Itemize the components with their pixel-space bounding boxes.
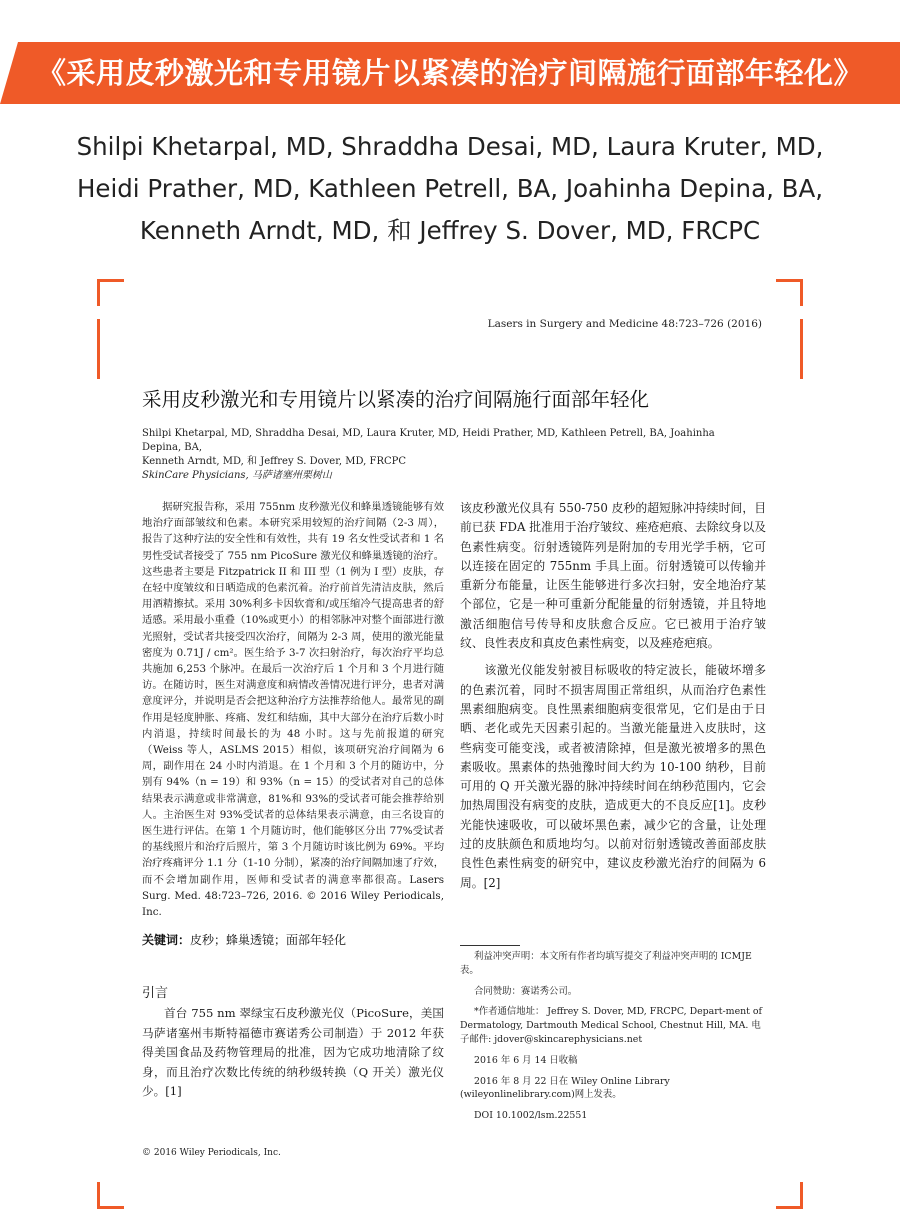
footnote (460, 1005, 766, 1046)
footnote-text: 合同赞助：赛诺秀公司。 (474, 985, 578, 997)
abstract (142, 499, 444, 920)
footnote-text: 利益冲突声明：本文所有作者均填写提交了利益冲突声明的 ICMJE 表。 (460, 951, 752, 976)
banner-title: 《采用皮秒激光和专用镜片以紧凑的治疗间隔施行面部年轻化》 (36, 56, 863, 90)
frame-edge-decoration (800, 319, 803, 379)
body-text: 该激光仪能发射被目标吸收的特定波长，能破坏增多的色素沉着，同时不损害周围正常组织，从而治疗色素性黑素细胞病变。良性黑素细胞病变很常见，它们是由于日晒、老化或先天因素引起的。当激光能量进入皮肤时，这些病变可能变浅，或者被清除掉，但是激光被增多的黑色素吸收。黑素体的热弛豫时间大约为 10-100 纳秒，目前可用的 Q 开关激光器的脉冲持续时间在纳秒范围内，它会加热周围没有病变的皮肤，造成更大的不良反应[1]。皮秒光能快速吸收，可以破坏黑色素，减少它的含量，让处理过的皮肤颜色和质地均匀。以前对衍射透镜改善面部皮肤良性色素性病变的研究中，建议皮秒激光治疗的间隔为 6 周。[2] (460, 663, 766, 890)
paper-authors (142, 427, 752, 483)
journal-citation: Lasers in Surgery and Medicine 48:723–726 (2016) (487, 318, 762, 330)
keywords-text: 皮秒；蜂巢透镜；面部年轻化 (190, 933, 347, 947)
footnote-text: 2016 年 8 月 22 日在 Wiley Online Library (wileyonlinelibrary.com)网上发表。 (460, 1075, 670, 1101)
frame-edge-decoration (97, 319, 100, 379)
paper-title: 采用皮秒激光和专用镜片以紧凑的治疗间隔施行面部年轻化 (142, 388, 650, 411)
author-line: Kenneth Arndt, MD, 和 Jeffrey S. Dover, MD, FRCPC (139, 216, 761, 245)
footnote-divider (460, 945, 520, 946)
keywords-label: 关键词： (142, 933, 191, 947)
frame-corner-decoration (776, 1182, 803, 1209)
frame-corner-decoration (776, 279, 803, 306)
copyright: © 2016 Wiley Periodicals, Inc. (142, 1148, 281, 1158)
author-line: Shilpi Khetarpal, MD, Shraddha Desai, MD, Laura Kruter, MD, (76, 132, 824, 161)
footnotes (460, 950, 766, 1130)
footnote (460, 950, 766, 978)
footnote-text: *作者通信地址： Jeffrey S. Dover, MD, FRCPC, Depart-ment of Dermatology, Dartmouth Medical School, Chestnut Hill, MA. 电子邮件: jdover@skincarephysicians.net (460, 1006, 763, 1045)
paper-authors-line: Kenneth Arndt, MD, 和 Jeffrey S. Dover, MD, FRCPC (142, 456, 407, 467)
title-banner (0, 42, 900, 104)
frame-corner-decoration (97, 1182, 124, 1209)
author-list (0, 126, 900, 252)
footnote (460, 1054, 766, 1068)
intro-heading: 引言 (142, 986, 169, 1001)
footnote (460, 1075, 766, 1103)
body-paragraph (460, 661, 766, 893)
footnote-text: DOI 10.1002/lsm.22551 (474, 1110, 588, 1122)
footnote (460, 985, 766, 999)
affiliation: SkinCare Physicians, 马萨诸塞州栗树山 (142, 470, 332, 481)
frame-corner-decoration (97, 279, 124, 306)
abstract-text: 据研究报告称，采用 755nm 皮秒激光仪和蜂巢透镜能够有效地治疗面部皱纹和色素。本研究采用较短的治疗间隔（2-3 周），报告了这种疗法的安全性和有效性，共有 19 名女性受试者和 1 名男性受试者接受了 755 nm PicoSure 激光仪和蜂巢透镜的治疗。这些患者主要是 Fitzpatrick II 和 III 型（1 例为 I 型）皮肤，存在轻中度皱纹和日晒造成的色素沉着。治疗前首先清洁皮肤，然后用酒精擦拭。采用 30%利多卡因软膏和/或压缩冷气提高患者的舒适感。采用最小重叠（10%或更小）的相邻脉冲对整个面部进行激光照射，受试者共接受四次治疗，间隔为 2-3 周，使用的激光能量密度为 0.71J / cm²。医生给予 3-7 次扫射治疗，每次治疗平均总共施加 6,253 个脉冲。在最后一次治疗后 1 个月和 3 个月进行随访。在随访时，医生对满意度和病情改善情况进行评分，患者对满意度评分，并说明是否会把这种治疗方法推荐给他人。最常见的副作用是轻度肿胀、疼痛、发红和结痂，其中大部分在治疗后数小时内消退，持续时间最长的为 48 小时。这与先前报道的研究（Weiss 等人，ASLMS 2015）相似，该项研究治疗间隔为 6 周，副作用在 24 小时内消退。在 1 个月和 3 个月的随访中，分别有 94%（n = 19）和 93%（n = 15）的受试者对自己的总体结果表示满意或非常满意，81%和 93%的受试者可能会推荐给别人。主治医生对 93%受试者的总体结果表示满意，由三名设盲的医生进行评估。在第 1 个月随访时，他们能够区分出 77%受试者的基线照片和治疗后照片，第 3 个月随访时该比例为 69%。平均治疗疼痛评分 1.1 分（1-10 分制），紧凑的治疗间隔加速了疗效，而不会增加副作用，医师和受试者的满意率都很高。Lasers Surg. Med. 48:723–726, 2016. © 2016 Wiley Periodicals, Inc. (142, 501, 444, 919)
keywords (142, 931, 346, 948)
footnote (460, 1109, 766, 1123)
body-paragraph: 该皮秒激光仪具有 550-750 皮秒的超短脉冲持续时间，目前已获 FDA 批准用于治疗皱纹、痤疮疤痕、去除纹身以及色素性病变。衍射透镜阵列是附加的专用光学手柄，它可以连接在固定的 755nm 手具上面。衍射透镜可以传输并重新分布能量，让医生能够进行多次扫射，安全地治疗某个部位，它是一种可重新分配能量的衍射透镜，并且特地激活细胞信号传导和皮肤愈合反应。它已被用于治疗皱纹、良性表皮和真皮色素性病变，以及痤疮疤痕。 (460, 501, 766, 651)
paper-authors-line: Shilpi Khetarpal, MD, Shraddha Desai, MD, Laura Kruter, MD, Heidi Prather, MD, Kathleen Petrell, BA, Joahinha Depina, BA, (142, 428, 715, 453)
footnote-text: 2016 年 6 月 14 日收稿 (474, 1054, 578, 1066)
intro-paragraph (142, 1004, 444, 1102)
author-line: Heidi Prather, MD, Kathleen Petrell, BA, Joahinha Depina, BA, (76, 174, 824, 203)
intro-text: 首台 755 nm 翠绿宝石皮秒激光仪（PicoSure，美国马萨诸塞州韦斯特福德市赛诺秀公司制造）于 2012 年获得美国食品及药物管理局的批准，因为它成功地清除了纹身，而且治疗次数比传统的纳秒级转换（Q 开关）激光仪少。[1] (142, 1006, 444, 1098)
right-column (460, 499, 766, 893)
